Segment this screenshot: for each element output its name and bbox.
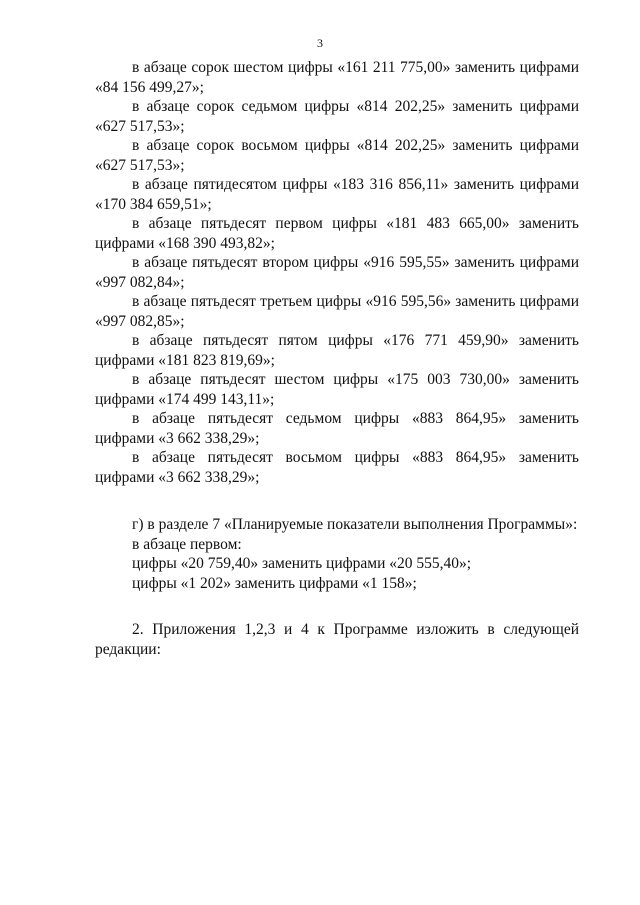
paragraph-amendment-51: в абзаце пятьдесят первом цифры «181 483 665,00» заменить цифрами «168 390 493,82»;: [95, 215, 579, 252]
section-g-heading: г) в разделе 7 «Планируемые показатели выполнения Программы»:: [132, 516, 578, 533]
paragraph-amendment-55: в абзаце пятьдесят пятом цифры «176 771 459,90» заменить цифрами «181 823 819,69»;: [95, 332, 579, 369]
document-body: [95, 58, 579, 659]
paragraph-spacer: [95, 487, 579, 515]
paragraph-amendment-52: в абзаце пятьдесят втором цифры «916 595,55» заменить цифрами «997 082,84»;: [95, 254, 579, 291]
paragraph-amendment-47: в абзаце сорок седьмом цифры «814 202,25» заменить цифрами «627 517,53»;: [95, 98, 579, 135]
paragraph-amendment-48: в абзаце сорок восьмом цифры «814 202,25» заменить цифрами «627 517,53»;: [95, 137, 579, 174]
paragraph-amendment-58: в абзаце пятьдесят восьмом цифры «883 864,95» заменить цифрами «3 662 338,29»;: [95, 449, 579, 486]
paragraph-spacer: [95, 593, 579, 620]
paragraph-amendment-53: в абзаце пятьдесят третьем цифры «916 595,56» заменить цифрами «997 082,85»;: [95, 293, 579, 330]
section-g-line-replacement-2: цифры «1 202» заменить цифрами «1 158»;: [132, 574, 417, 592]
paragraph-amendment-56: в абзаце пятьдесят шестом цифры «175 003 730,00» заменить цифрами «174 499 143,11»;: [95, 371, 579, 408]
paragraph-amendment-57: в абзаце пятьдесят седьмом цифры «883 864,95» заменить цифрами «3 662 338,29»;: [95, 410, 579, 447]
paragraph-amendment-50: в абзаце пятидесятом цифры «183 316 856,11» заменить цифрами «170 384 659,51»;: [95, 176, 579, 213]
page-number: 3: [317, 36, 323, 50]
item-2-paragraph: 2. Приложения 1,2,3 и 4 к Программе изложить в следующей редакции:: [95, 621, 579, 658]
section-g-line-replacement-1: цифры «20 759,40» заменить цифрами «20 555,40»;: [132, 555, 472, 572]
section-g-line-first-paragraph: в абзаце первом:: [132, 535, 242, 553]
paragraph-amendment-46: в абзаце сорок шестом цифры «161 211 775,00» заменить цифрами «84 156 499,27»;: [95, 59, 579, 96]
